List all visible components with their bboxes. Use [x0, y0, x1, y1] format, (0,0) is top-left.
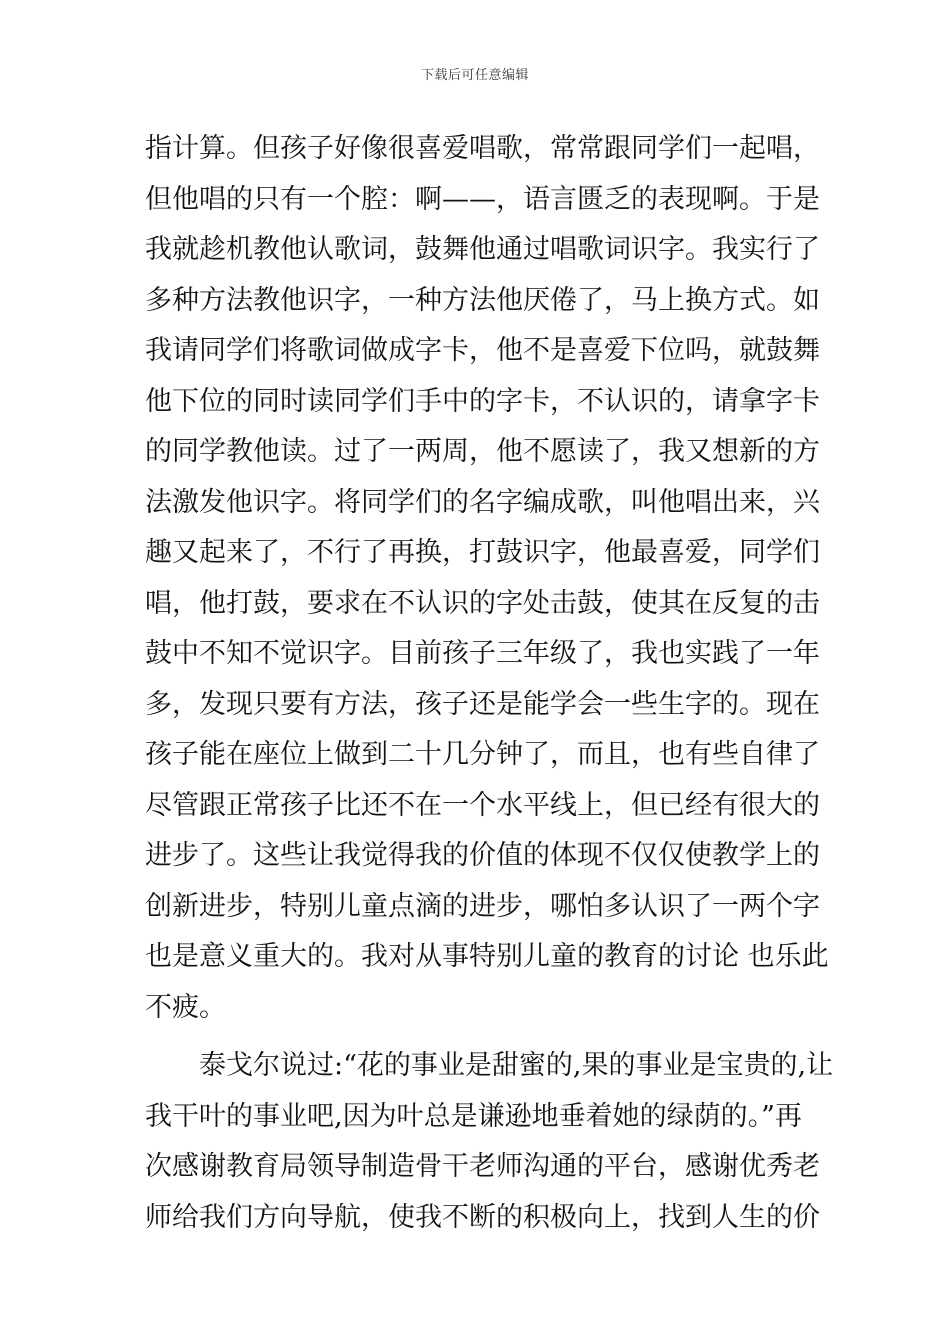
text-line: 也是意义重大的。我对从事特别儿童的教育的讨论 也乐此	[145, 941, 829, 972]
text-line: 泰戈尔说过:“花的事业是甜蜜的,果的事业是宝贵的,让	[199, 1050, 834, 1081]
text-line: 法激发他识字。将同学们的名字编成歌，叫他唱出来，兴	[145, 486, 820, 518]
page-header: 下载后可任意编辑	[420, 68, 529, 83]
text-line: 不疲。	[145, 991, 226, 1023]
text-line: 但他唱的只有一个腔：啊——，语言匮乏的表现啊。于是	[145, 183, 820, 215]
text-line: 创新进步，特别儿童点滴的进步，哪怕多认识了一两个字	[145, 890, 820, 922]
text-line: 多，发现只要有方法，孩子还是能学会一些生字的。现在	[145, 688, 820, 720]
paragraph-1	[145, 124, 829, 1033]
text-line: 指计算。但孩子好像很喜爱唱歌，常常跟同学们一起唱，	[145, 133, 820, 164]
paragraph-2	[145, 1041, 834, 1243]
text-line: 师给我们方向导航，使我不断的积极向上，找到人生的价	[145, 1201, 820, 1233]
text-line: 尽管跟正常孩子比还不在一个水平线上，但已经有很大的	[145, 789, 820, 821]
text-line: 我干叶的事业吧,因为叶总是谦逊地垂着她的绿荫的。”再	[145, 1100, 802, 1132]
text-line: 的同学教他读。过了一两周，他不愿读了，我又想新的方	[145, 436, 820, 467]
text-line: 多种方法教他识字，一种方法他厌倦了，马上换方式。如	[145, 284, 820, 316]
text-line: 进步了。这些让我觉得我的价值的体现不仅仅使教学上的	[145, 840, 820, 871]
text-line: 我请同学们将歌词做成字卡，他不是喜爱下位吗，就鼓舞	[145, 335, 820, 366]
text-line: 他下位的同时读同学们手中的字卡，不认识的，请拿字卡	[145, 385, 820, 417]
text-line: 次感谢教育局领导制造骨干老师沟通的平台，感谢优秀老	[145, 1151, 820, 1182]
text-line: 我就趁机教他认歌词，鼓舞他通过唱歌词识字。我实行了	[145, 234, 820, 265]
body-text	[145, 124, 834, 1243]
text-line: 孩子能在座位上做到二十几分钟了，而且，也有些自律了	[145, 739, 820, 770]
text-line: 鼓中不知不觉识字。目前孩子三年级了，我也实践了一年	[145, 638, 820, 669]
text-line: 唱，他打鼓，要求在不认识的字处击鼓，使其在反复的击	[145, 587, 820, 619]
text-line: 趣又起来了，不行了再换，打鼓识字，他最喜爱，同学们	[145, 537, 820, 568]
